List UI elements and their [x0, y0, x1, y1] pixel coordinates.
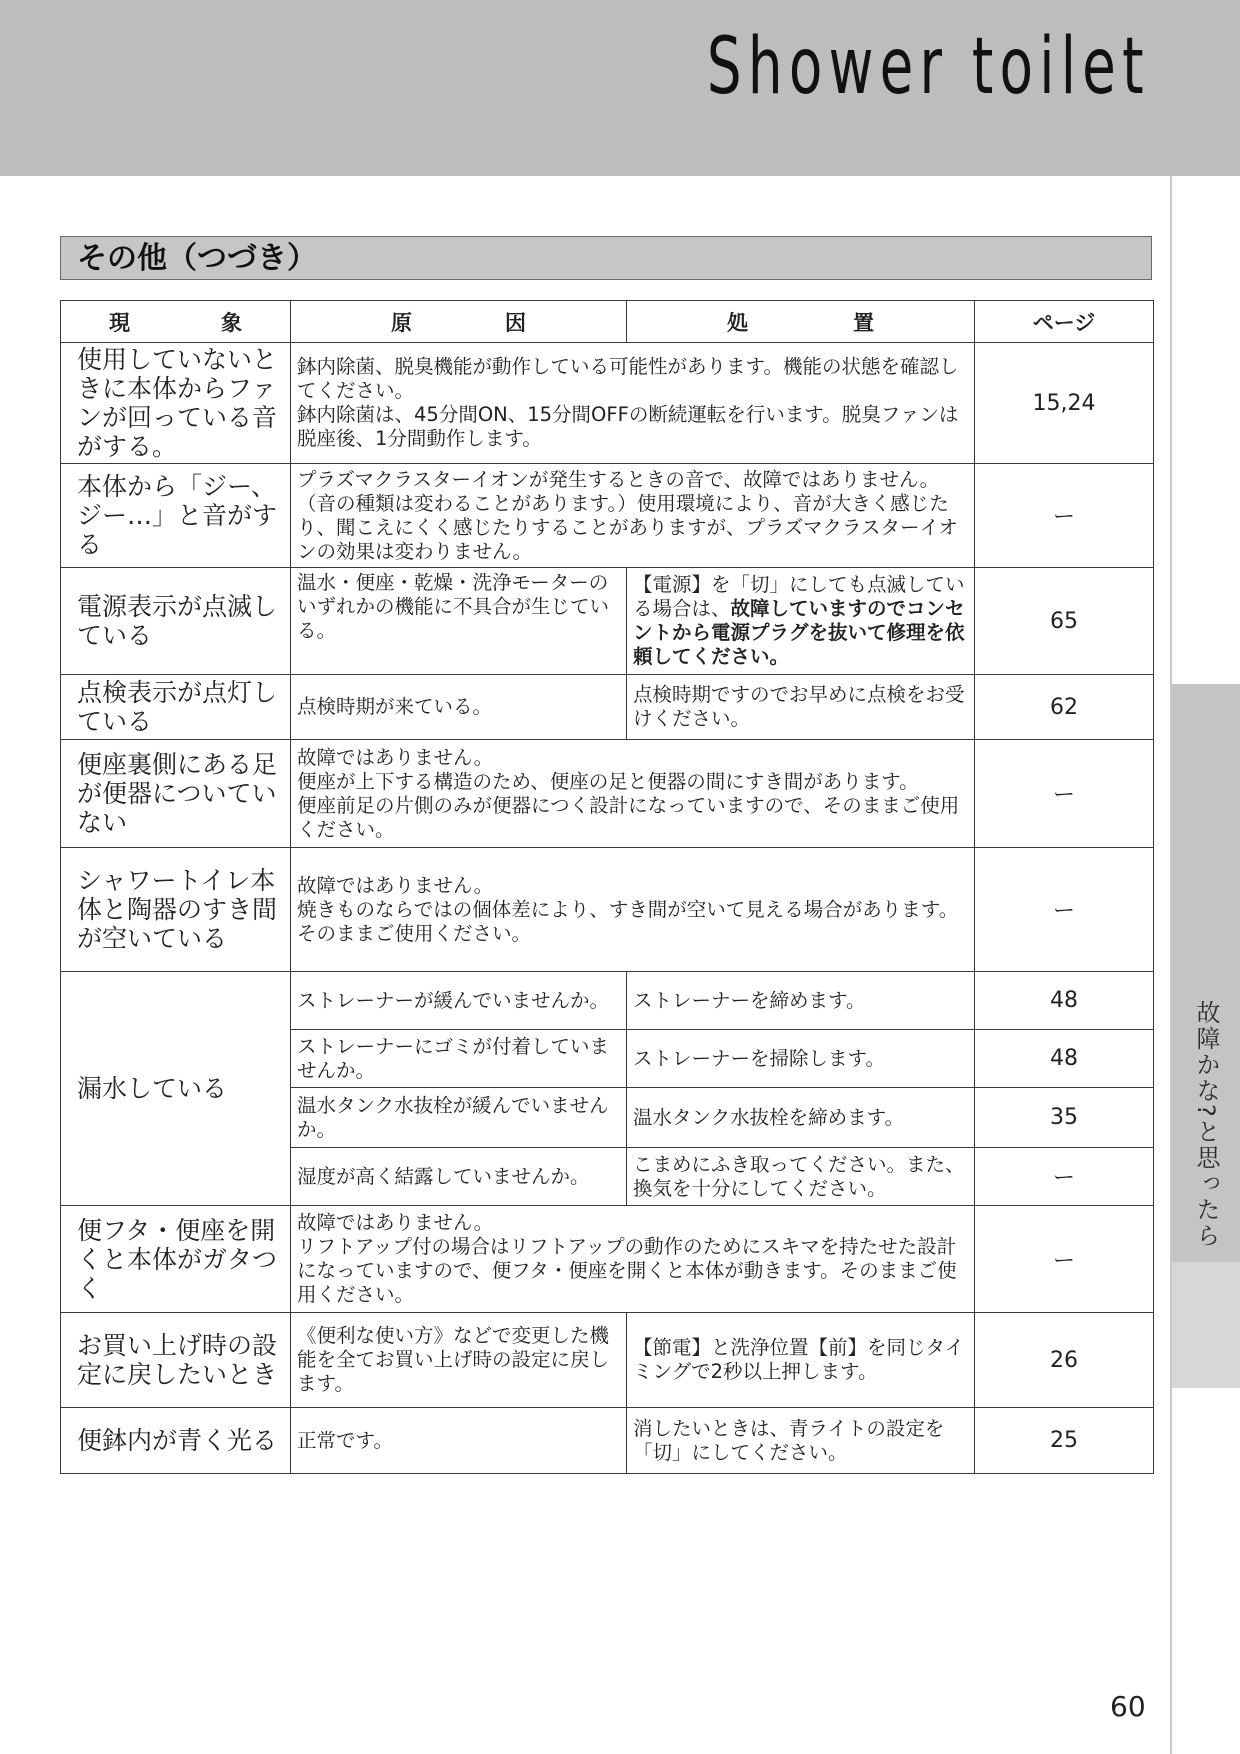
symptom-cell: 便座裏側にある足が便器についていない	[61, 740, 291, 848]
header-cause: 原 因	[291, 301, 627, 343]
header-page: ページ	[975, 301, 1154, 343]
page-ref: ー	[975, 740, 1154, 848]
page-ref: 48	[975, 1030, 1154, 1088]
chapter-tab-label: 故障かな?と思ったら	[1192, 1000, 1220, 1249]
symptom-cell: 便鉢内が青く光る	[61, 1408, 291, 1474]
symptom-cell: 使用していないときに本体からファンが回っている音がする。	[61, 343, 291, 464]
symptom-cell: 本体から「ジー、ジー…」と音がする	[61, 464, 291, 568]
table-row	[61, 1206, 1154, 1313]
symptom-cell: 点検表示が点灯している	[61, 675, 291, 740]
table-row	[61, 464, 1154, 568]
header-phenomenon: 現 象	[61, 301, 291, 343]
chapter-tab-marker	[1172, 1262, 1240, 1388]
remedy-cell: 【節電】と洗浄位置【前】を同じタイミングで2秒以上押します。	[627, 1313, 975, 1408]
remedy-cell: 消したいときは、青ライトの設定を「切」にしてください。	[627, 1408, 975, 1474]
table-header-row	[61, 301, 1154, 343]
page-ref: 62	[975, 675, 1154, 740]
page-ref: 65	[975, 568, 1154, 675]
remedy-cell: こまめにふき取ってください。また、換気を十分にしてください。	[627, 1148, 975, 1206]
table-row	[61, 740, 1154, 848]
cause-cell: 《便利な使い方》などで変更した機能を全てお買い上げ時の設定に戻します。	[291, 1313, 627, 1408]
section-title: その他（つづき）	[60, 236, 1152, 280]
cause-remedy-cell: 故障ではありません。 便座が上下する構造のため、便座の足と便器の間にすき間があります。 便座前足の片側のみが便器につく設計になっていますので、そのままご使用ください。	[291, 740, 975, 848]
table-row	[61, 1408, 1154, 1474]
cause-cell: 温水・便座・乾燥・洗浄モーターのいずれかの機能に不具合が生じている。	[291, 568, 627, 675]
cause-cell: 正常です。	[291, 1408, 627, 1474]
brand-logo: Shower toilet	[707, 22, 1150, 112]
cause-remedy-cell: 故障ではありません。 リフトアップ付の場合はリフトアップの動作のためにスキマを持たせた設計になっていますので、便フタ・便座を開くと本体が動きます。そのままご使用ください。	[291, 1206, 975, 1313]
symptom-cell: 電源表示が点滅している	[61, 568, 291, 675]
cause-cell: ストレーナーにゴミが付着していませんか。	[291, 1030, 627, 1088]
symptom-cell: シャワートイレ本体と陶器のすき間が空いている	[61, 848, 291, 972]
troubleshooting-table	[60, 300, 1154, 1474]
page-ref: ー	[975, 1148, 1154, 1206]
symptom-cell: お買い上げ時の設定に戻したいとき	[61, 1313, 291, 1408]
symptom-cell: 便フタ・便座を開くと本体がガタつく	[61, 1206, 291, 1313]
page-ref: ー	[975, 464, 1154, 568]
table-row	[61, 1313, 1154, 1408]
page-ref: ー	[975, 1206, 1154, 1313]
cause-remedy-cell: 鉢内除菌、脱臭機能が動作している可能性があります。機能の状態を確認してください。 鉢内除菌は、45分間ON、15分間OFFの断続運転を行います。脱臭ファンは脱座後、1分間動作します。	[291, 343, 975, 464]
cause-cell: 点検時期が来ている。	[291, 675, 627, 740]
page-ref: ー	[975, 848, 1154, 972]
cause-cell: 温水タンク水抜栓が緩んでいませんか。	[291, 1088, 627, 1148]
table-row	[61, 972, 1154, 1030]
cause-remedy-cell: 故障ではありません。 焼きものならではの個体差により、すき間が空いて見える場合があります。 そのままご使用ください。	[291, 848, 975, 972]
page-number: 60	[1110, 1690, 1146, 1723]
page-ref: 35	[975, 1088, 1154, 1148]
page-ref: 48	[975, 972, 1154, 1030]
table-row	[61, 568, 1154, 675]
remedy-cell: ストレーナーを掃除します。	[627, 1030, 975, 1088]
page-ref: 25	[975, 1408, 1154, 1474]
page-ref: 26	[975, 1313, 1154, 1408]
remedy-cell: 【電源】を「切」にしても点滅している場合は、故障していますのでコンセントから電源プラグを抜いて修理を依頼してください。	[627, 568, 975, 675]
cause-cell: ストレーナーが緩んでいませんか。	[291, 972, 627, 1030]
remedy-cell: 温水タンク水抜栓を締めます。	[627, 1088, 975, 1148]
table-row	[61, 675, 1154, 740]
symptom-cell: 漏水している	[61, 972, 291, 1206]
table-row	[61, 848, 1154, 972]
page-ref: 15,24	[975, 343, 1154, 464]
cause-remedy-cell: プラズマクラスターイオンが発生するときの音で、故障ではありません。（音の種類は変わることがあります。）使用環境により、音が大きく感じたり、聞こえにくく感じたりすることがありますが、プラズマクラスターイオンの効果は変わりません。	[291, 464, 975, 568]
remedy-cell: ストレーナーを締めます。	[627, 972, 975, 1030]
cause-cell: 湿度が高く結露していませんか。	[291, 1148, 627, 1206]
remedy-cell: 点検時期ですのでお早めに点検をお受けください。	[627, 675, 975, 740]
header-remedy: 処 置	[627, 301, 975, 343]
table-row	[61, 343, 1154, 464]
